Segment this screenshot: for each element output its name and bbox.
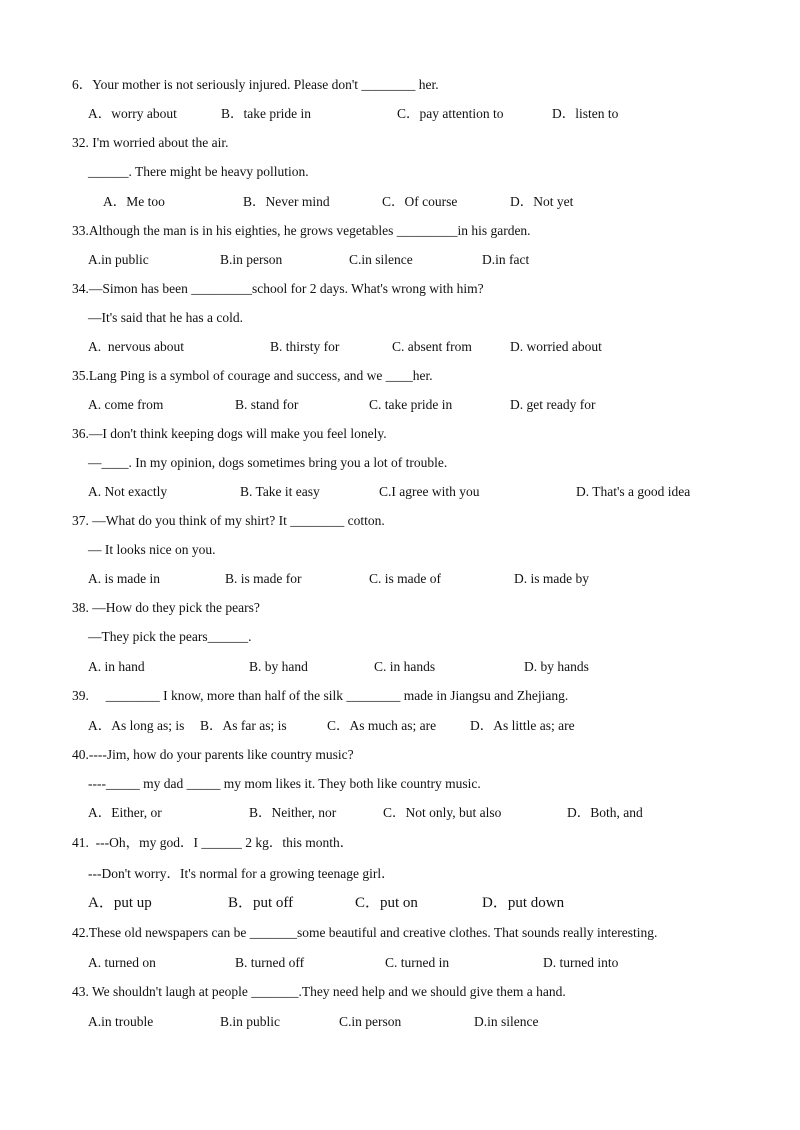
q34-option[interactable]: B. thirsty for [270,339,340,354]
q34-stem-line: 34.—Simon has been _________school for 2 days. What's wrong with him? [72,281,484,296]
q40-option[interactable]: C．Not only, but also [383,805,502,820]
q35-stem-line: 35.Lang Ping is a symbol of courage and success, and we ____her. [72,368,433,383]
q32-option[interactable]: C．Of course [382,194,458,209]
q41-stem-line: ---Don't worry．It's normal for a growing teenage girl． [88,866,395,881]
q41-option[interactable]: B．put off [228,895,294,911]
q34-option[interactable]: C. absent from [392,339,472,354]
q43-option[interactable]: A.in trouble [88,1014,154,1029]
q43-option[interactable]: C.in person [339,1014,402,1029]
q36-option[interactable]: B. Take it easy [240,484,320,499]
q36-stem-line: 36.—I don't think keeping dogs will make you feel lonely. [72,426,387,441]
q36-stem-line: —____. In my opinion, dogs sometimes bring you a lot of trouble. [88,455,448,470]
q42-option[interactable]: D. turned into [543,955,619,970]
q42-option[interactable]: A. turned on [88,955,156,970]
q40-stem-line: ----_____ my dad _____ my mom likes it. They both like country music. [88,776,481,791]
q41-stem-line: 41. ---Oh，my god．I ______ 2 kg．this month． [72,835,354,850]
q32-option[interactable]: B．Never mind [243,194,330,209]
q37-stem-line: — It looks nice on you. [88,542,216,557]
q37-option[interactable]: A. is made in [88,571,160,586]
q6-option[interactable]: C．pay attention to [397,106,504,121]
q32-stem-line: 32. I'm worried about the air. [72,135,229,150]
q43-option[interactable]: D.in silence [474,1014,539,1029]
q39-stem-line: 39. ________ I know, more than half of the silk ________ made in Jiangsu and Zhejiang. [72,688,569,703]
q39-option[interactable]: A．As long as; is [88,718,185,733]
q42-option[interactable]: B. turned off [235,955,305,970]
q35-option[interactable]: D. get ready for [510,397,596,412]
q36-option[interactable]: D. That's a good idea [576,484,691,499]
q35-option[interactable]: C. take pride in [369,397,453,412]
q37-option[interactable]: D. is made by [514,571,589,586]
q33-stem-line: 33.Although the man is in his eighties, he grows vegetables _________in his garden. [72,223,531,238]
q40-option[interactable]: A．Either, or [88,805,162,820]
q32-option[interactable]: A．Me too [103,194,165,209]
q32-stem-line: ______. There might be heavy pollution. [88,164,309,179]
q35-option[interactable]: B. stand for [235,397,299,412]
q34-option[interactable]: A. nervous about [88,339,184,354]
q38-stem-line: —They pick the pears______. [88,629,252,644]
q41-option[interactable]: A．put up [88,895,152,911]
q34-stem-line: —It's said that he has a cold. [88,310,244,325]
q35-option[interactable]: A. come from [88,397,164,412]
q6-option[interactable]: B．take pride in [221,106,311,121]
q33-option[interactable]: A.in public [88,252,149,267]
q37-stem-line: 37. —What do you think of my shirt? It ________ cotton. [72,513,385,528]
q40-option[interactable]: D．Both, and [567,805,643,820]
q37-option[interactable]: C. is made of [369,571,441,586]
q6-option[interactable]: A．worry about [88,106,177,121]
q6-stem-line: 6．Your mother is not seriously injured. Please don't ________ her. [72,77,439,92]
q43-stem-line: 43. We shouldn't laugh at people _______.They need help and we should give them a hand. [72,984,566,999]
q39-option[interactable]: C．As much as; are [327,718,437,733]
q34-option[interactable]: D. worried about [510,339,602,354]
q37-option[interactable]: B. is made for [225,571,302,586]
q40-option[interactable]: B．Neither, nor [249,805,337,820]
q43-option[interactable]: B.in public [220,1014,280,1029]
q33-option[interactable]: B.in person [220,252,283,267]
q33-option[interactable]: C.in silence [349,252,413,267]
q6-option[interactable]: D．listen to [552,106,619,121]
q38-stem-line: 38. —How do they pick the pears? [72,600,260,615]
q42-stem-line: 42.These old newspapers can be _______some beautiful and creative clothes. That sounds really interesting. [72,925,658,940]
q32-option[interactable]: D．Not yet [510,194,574,209]
q38-option[interactable]: A. in hand [88,659,145,674]
q41-option[interactable]: C．put on [355,895,418,911]
q39-option[interactable]: B．As far as; is [200,718,287,733]
q36-option[interactable]: C.I agree with you [379,484,480,499]
q33-option[interactable]: D.in fact [482,252,530,267]
q42-option[interactable]: C. turned in [385,955,450,970]
q41-option[interactable]: D．put down [482,895,565,911]
q39-option[interactable]: D．As little as; are [470,718,575,733]
q38-option[interactable]: C. in hands [374,659,436,674]
q38-option[interactable]: D. by hands [524,659,589,674]
q40-stem-line: 40.----Jim, how do your parents like country music? [72,747,354,762]
q38-option[interactable]: B. by hand [249,659,308,674]
q36-option[interactable]: A. Not exactly [88,484,168,499]
